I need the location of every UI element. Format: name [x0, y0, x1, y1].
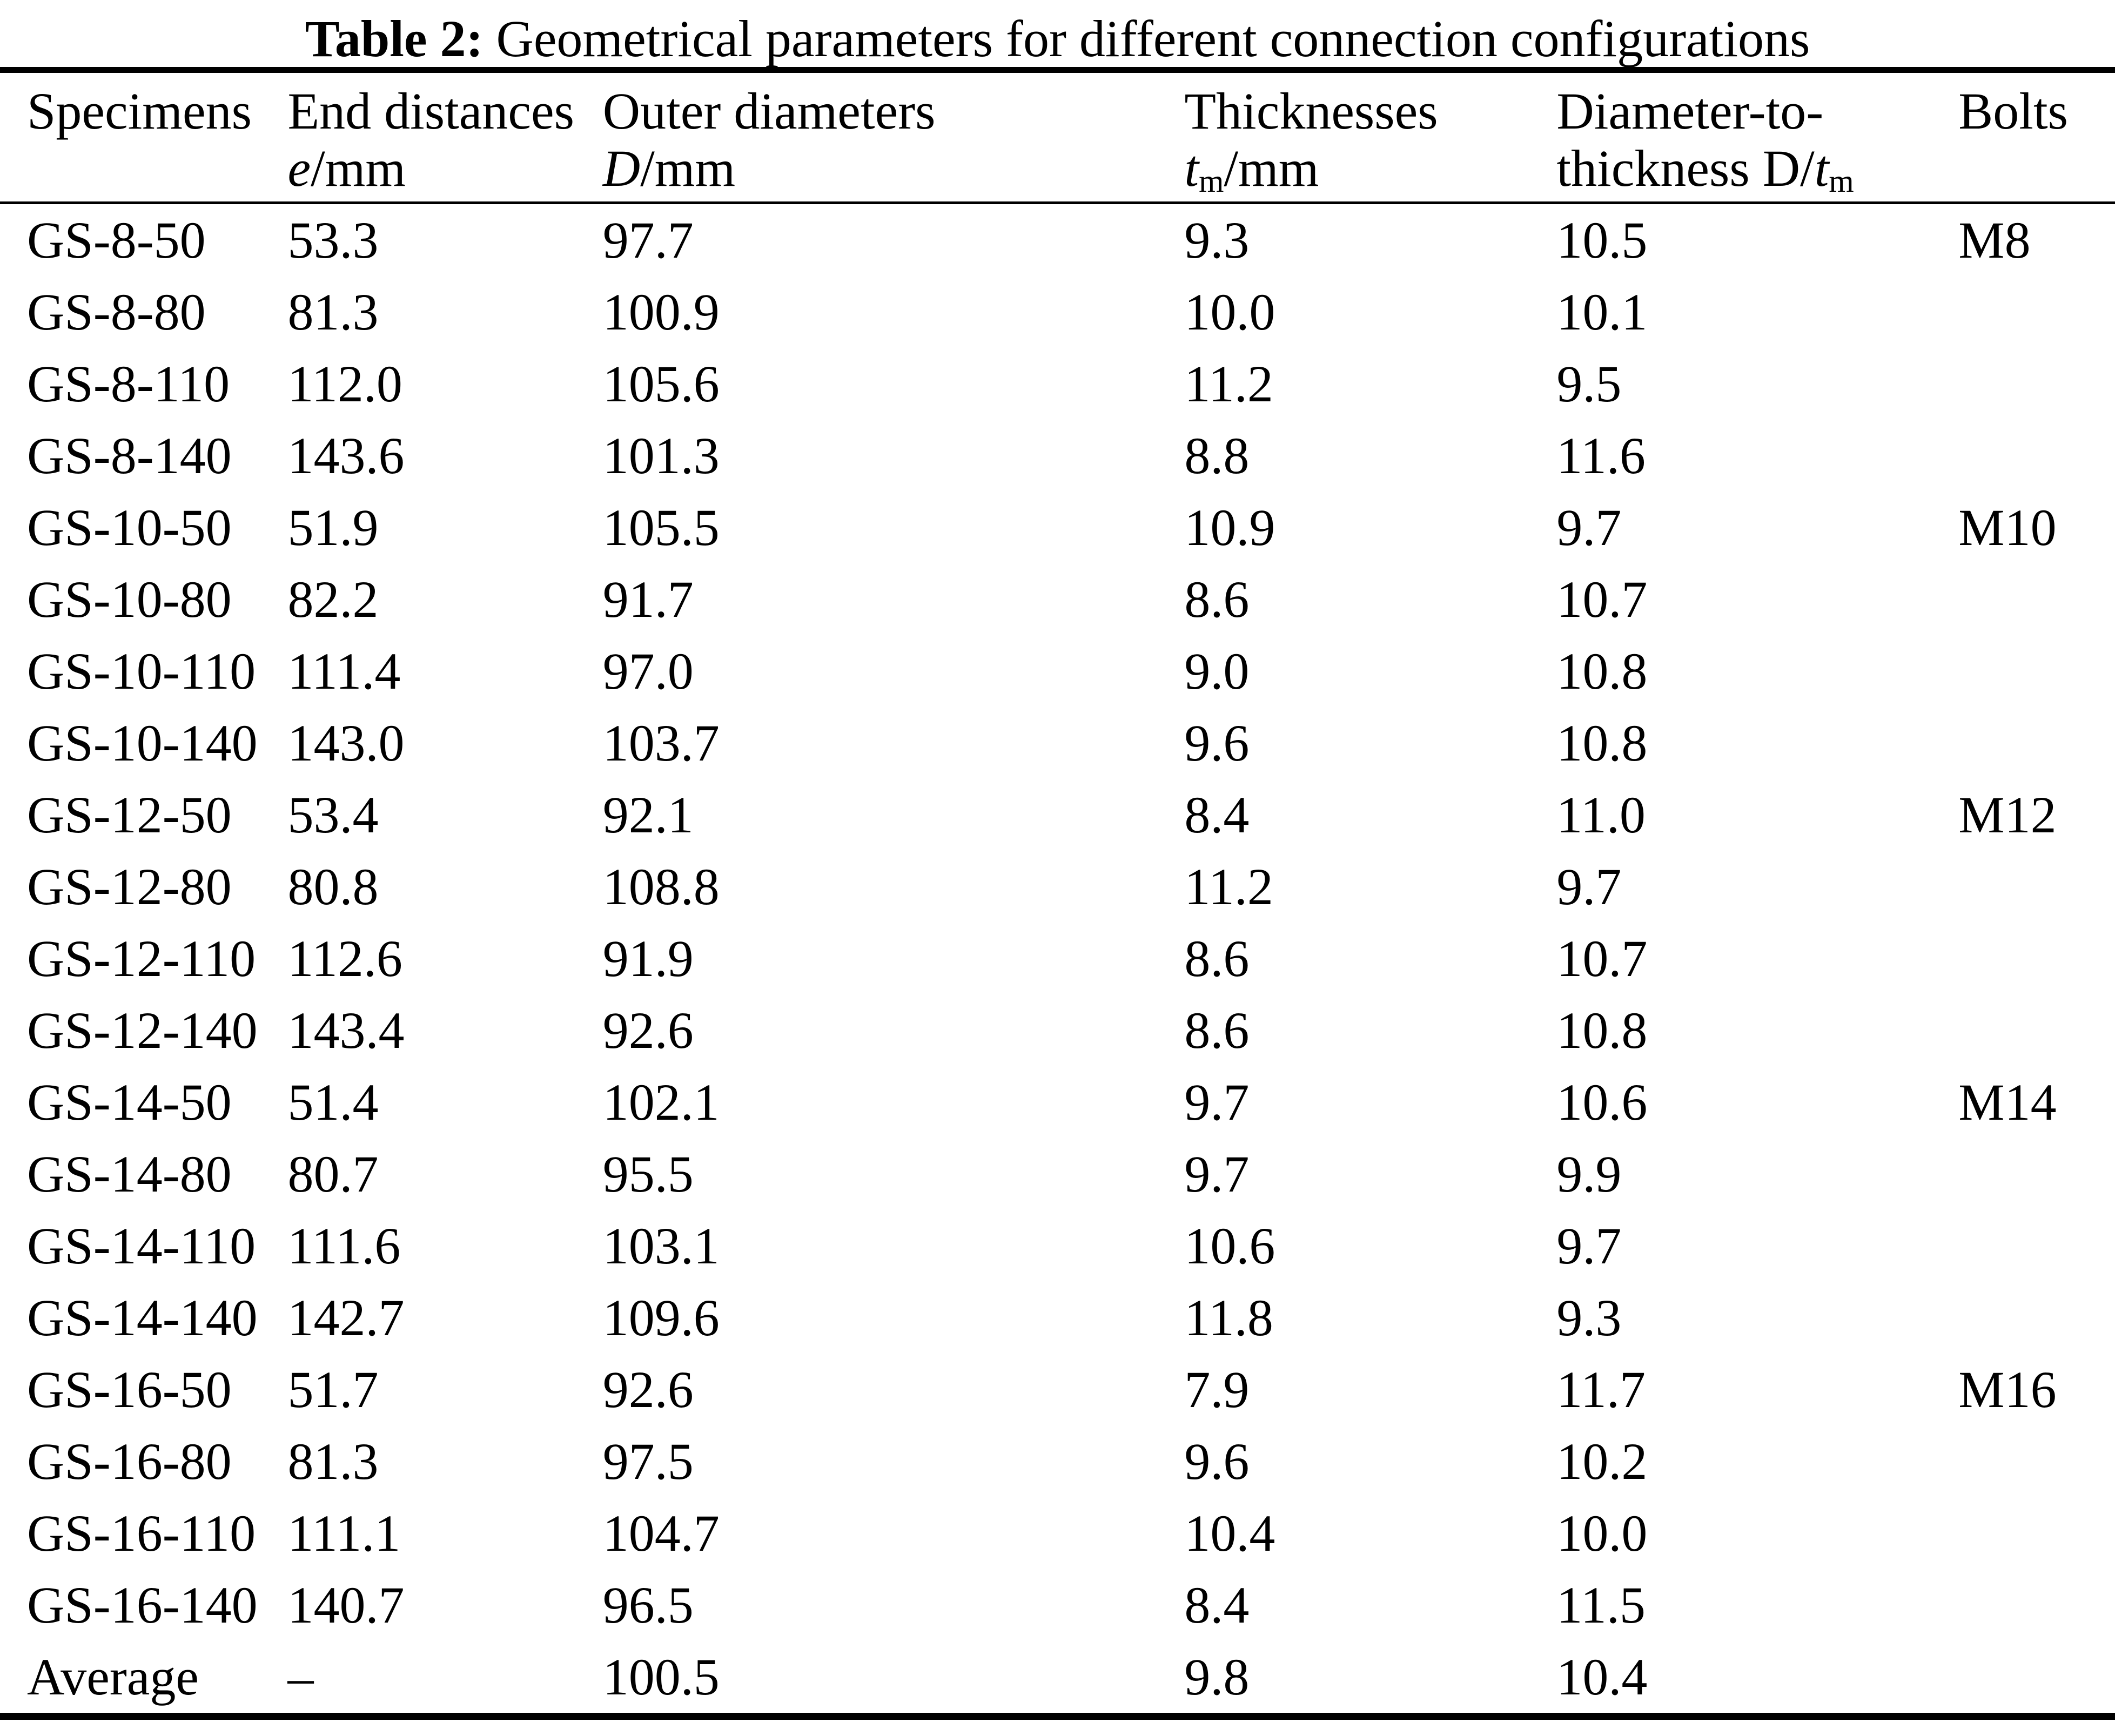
column-header-bolts — [1958, 70, 2115, 203]
header-line — [1958, 83, 2115, 140]
table-header — [0, 70, 2115, 203]
cell-bolts — [1958, 851, 2115, 923]
cell-outer-diameter: 97.0 — [602, 642, 694, 700]
cell-d-to-t: 10.8 — [1556, 642, 1648, 700]
table-row — [0, 1282, 2115, 1354]
cell-specimens: GS-8-140 — [27, 427, 232, 485]
cell-thickness: 9.3 — [1184, 211, 1250, 269]
cell-outer-diameter: 103.1 — [602, 1217, 720, 1275]
cell-end-distance: 81.3 — [287, 1432, 379, 1490]
table-row — [0, 635, 2115, 707]
table-row — [0, 1641, 2115, 1717]
cell-thickness: 9.7 — [1184, 1073, 1250, 1131]
cell-outer-diameter: 108.8 — [602, 858, 720, 916]
cell-specimens: GS-10-50 — [27, 499, 232, 556]
cell-thickness: 9.7 — [1184, 1145, 1250, 1203]
text-segment: Thicknesses — [1184, 82, 1438, 140]
text-segment: m — [1829, 163, 1854, 199]
cell-bolts: M12 — [1958, 786, 2057, 844]
table-row — [0, 203, 2115, 277]
cell-bolts: M16 — [1958, 1361, 2057, 1418]
cell-end-distance: 82.2 — [287, 570, 379, 628]
cell-end-distance: 111.4 — [287, 642, 401, 700]
table-body — [0, 203, 2115, 1717]
cell-thickness: 11.2 — [1184, 858, 1273, 916]
table-row — [0, 1066, 2115, 1138]
cell-d-to-t: 10.0 — [1556, 1504, 1648, 1562]
cell-outer-diameter: 105.6 — [602, 355, 720, 413]
text-segment: Specimens — [27, 82, 252, 140]
table-row — [0, 923, 2115, 994]
cell-outer-diameter: 101.3 — [602, 427, 720, 485]
cell-d-to-t: 10.7 — [1556, 930, 1648, 987]
cell-bolts — [1958, 1641, 2115, 1717]
cell-bolts — [1958, 1497, 2115, 1569]
table-row — [0, 779, 2115, 851]
column-header-end-distance — [287, 70, 602, 203]
cell-d-to-t: 11.5 — [1556, 1576, 1646, 1634]
cell-d-to-t: 10.7 — [1556, 570, 1648, 628]
cell-outer-diameter: 103.7 — [602, 714, 720, 772]
cell-d-to-t: 10.2 — [1556, 1432, 1648, 1490]
cell-d-to-t: 11.7 — [1556, 1361, 1646, 1418]
table-row — [0, 851, 2115, 923]
cell-end-distance: 112.6 — [287, 930, 402, 987]
cell-specimens: GS-12-110 — [27, 930, 256, 987]
cell-d-to-t: 10.4 — [1556, 1648, 1648, 1706]
text-segment: e — [287, 139, 311, 197]
cell-thickness: 8.8 — [1184, 427, 1250, 485]
caption-text: Geometrical parameters for different connection configurations — [483, 10, 1810, 68]
table-row — [0, 1497, 2115, 1569]
cell-outer-diameter: 96.5 — [602, 1576, 694, 1634]
cell-specimens: GS-12-50 — [27, 786, 232, 844]
text-segment: /mm — [1224, 139, 1319, 197]
text-segment: End distances — [287, 82, 574, 140]
cell-end-distance: 111.6 — [287, 1217, 401, 1275]
cell-specimens: GS-14-140 — [27, 1289, 258, 1347]
text-segment: D — [602, 139, 641, 197]
cell-bolts — [1958, 1569, 2115, 1641]
header-line — [603, 83, 1185, 140]
cell-outer-diameter: 91.9 — [602, 930, 694, 987]
cell-thickness: 8.4 — [1184, 786, 1250, 844]
cell-bolts — [1958, 635, 2115, 707]
cell-bolts — [1958, 1210, 2115, 1282]
cell-specimens: GS-8-80 — [27, 283, 206, 341]
table-row — [0, 707, 2115, 779]
cell-thickness: 9.6 — [1184, 714, 1250, 772]
cell-specimens: GS-12-80 — [27, 858, 232, 916]
cell-specimens: GS-12-140 — [27, 1001, 258, 1059]
cell-bolts — [1958, 923, 2115, 994]
cell-specimens: GS-14-50 — [27, 1073, 232, 1131]
cell-d-to-t: 9.5 — [1556, 355, 1622, 413]
cell-d-to-t: 10.8 — [1556, 1001, 1648, 1059]
cell-bolts: M10 — [1958, 499, 2057, 556]
cell-outer-diameter: 109.6 — [602, 1289, 720, 1347]
cell-outer-diameter: 100.5 — [602, 1648, 720, 1706]
cell-specimens: GS-8-110 — [27, 355, 230, 413]
cell-specimens: GS-16-80 — [27, 1432, 232, 1490]
text-segment: t — [1814, 139, 1829, 197]
cell-thickness: 7.9 — [1184, 1361, 1250, 1418]
cell-end-distance: 53.3 — [287, 211, 379, 269]
cell-bolts — [1958, 420, 2115, 492]
text-segment: /mm — [311, 139, 406, 197]
column-header-thickness — [1184, 70, 1556, 203]
cell-end-distance: 112.0 — [287, 355, 402, 413]
table-row — [0, 994, 2115, 1066]
cell-end-distance: 143.6 — [287, 427, 405, 485]
geometry-parameters-table — [0, 67, 2115, 1720]
table-row — [0, 1210, 2115, 1282]
cell-bolts — [1958, 348, 2115, 420]
cell-thickness: 10.4 — [1184, 1504, 1275, 1562]
cell-bolts — [1958, 707, 2115, 779]
text-segment: m — [1199, 163, 1224, 199]
cell-end-distance: 140.7 — [287, 1576, 405, 1634]
cell-d-to-t: 10.6 — [1556, 1073, 1648, 1131]
cell-outer-diameter: 97.5 — [602, 1432, 694, 1490]
table-row — [0, 420, 2115, 492]
cell-thickness: 9.6 — [1184, 1432, 1250, 1490]
cell-end-distance: 142.7 — [287, 1289, 405, 1347]
cell-d-to-t: 9.7 — [1556, 858, 1622, 916]
cell-end-distance: 143.0 — [287, 714, 405, 772]
cell-outer-diameter: 102.1 — [602, 1073, 720, 1131]
table-row — [0, 1569, 2115, 1641]
cell-bolts: M8 — [1958, 211, 2031, 269]
cell-outer-diameter: 95.5 — [602, 1145, 694, 1203]
cell-thickness: 8.6 — [1184, 930, 1250, 987]
column-header-outer-diameter — [603, 70, 1185, 203]
cell-end-distance: 80.7 — [287, 1145, 379, 1203]
cell-specimens: GS-14-110 — [27, 1217, 256, 1275]
header-line — [287, 140, 602, 197]
text-segment: t — [1184, 139, 1199, 197]
cell-d-to-t: 11.6 — [1556, 427, 1646, 485]
column-header-d-to-t — [1556, 70, 1958, 203]
cell-outer-diameter: 104.7 — [602, 1504, 720, 1562]
header-line — [1556, 140, 1958, 197]
cell-specimens: GS-10-80 — [27, 570, 232, 628]
header-line — [1184, 140, 1556, 197]
table-row — [0, 348, 2115, 420]
cell-d-to-t: 9.3 — [1556, 1289, 1622, 1347]
cell-thickness: 8.4 — [1184, 1576, 1250, 1634]
cell-end-distance: 111.1 — [287, 1504, 401, 1562]
cell-bolts — [1958, 276, 2115, 348]
text-segment: Bolts — [1958, 82, 2068, 140]
table-row — [0, 492, 2115, 563]
cell-specimens: GS-16-50 — [27, 1361, 232, 1418]
cell-outer-diameter: 92.6 — [602, 1361, 694, 1418]
cell-end-distance: 51.7 — [287, 1361, 379, 1418]
cell-thickness: 8.6 — [1184, 570, 1250, 628]
cell-specimens: GS-10-110 — [27, 642, 256, 700]
cell-bolts — [1958, 563, 2115, 635]
cell-d-to-t: 9.7 — [1556, 1217, 1622, 1275]
cell-thickness: 10.0 — [1184, 283, 1275, 341]
cell-thickness: 10.9 — [1184, 499, 1275, 556]
header-line — [1556, 83, 1958, 140]
header-line — [287, 83, 602, 140]
cell-thickness: 8.6 — [1184, 1001, 1250, 1059]
cell-specimens: GS-16-110 — [27, 1504, 256, 1562]
cell-thickness: 9.8 — [1184, 1648, 1250, 1706]
cell-d-to-t: 10.5 — [1556, 211, 1648, 269]
header-line — [27, 83, 287, 140]
cell-outer-diameter: 105.5 — [602, 499, 720, 556]
header-line — [1184, 83, 1556, 140]
cell-thickness: 10.6 — [1184, 1217, 1275, 1275]
cell-bolts: M14 — [1958, 1073, 2057, 1131]
cell-bolts — [1958, 1282, 2115, 1354]
cell-bolts — [1958, 1138, 2115, 1210]
table-row — [0, 563, 2115, 635]
cell-thickness: 9.0 — [1184, 642, 1250, 700]
text-segment: thickness D/ — [1556, 139, 1815, 197]
header-row — [0, 70, 2115, 203]
cell-end-distance: 143.4 — [287, 1001, 405, 1059]
cell-bolts — [1958, 994, 2115, 1066]
cell-end-distance: 81.3 — [287, 283, 379, 341]
caption-label: Table 2: — [305, 10, 484, 68]
text-segment: Diameter-to- — [1556, 82, 1824, 140]
cell-specimens: GS-8-50 — [27, 211, 206, 269]
column-header-specimens — [0, 70, 287, 203]
cell-d-to-t: 10.8 — [1556, 714, 1648, 772]
cell-outer-diameter: 91.7 — [602, 570, 694, 628]
cell-end-distance: 51.4 — [287, 1073, 379, 1131]
table-row — [0, 1138, 2115, 1210]
cell-thickness: 11.2 — [1184, 355, 1273, 413]
cell-d-to-t: 9.7 — [1556, 499, 1622, 556]
cell-end-distance: 53.4 — [287, 786, 379, 844]
cell-d-to-t: 9.9 — [1556, 1145, 1622, 1203]
table-row — [0, 276, 2115, 348]
table-row — [0, 1425, 2115, 1497]
cell-end-distance: 51.9 — [287, 499, 379, 556]
cell-specimens: GS-16-140 — [27, 1576, 258, 1634]
cell-d-to-t: 11.0 — [1556, 786, 1646, 844]
cell-bolts — [1958, 1425, 2115, 1497]
cell-end-distance: – — [287, 1648, 314, 1706]
table-caption — [0, 0, 2115, 67]
cell-d-to-t: 10.1 — [1556, 283, 1648, 341]
text-segment: /mm — [640, 139, 736, 197]
header-line — [603, 140, 1185, 197]
cell-end-distance: 80.8 — [287, 858, 379, 916]
table-row — [0, 1354, 2115, 1425]
cell-outer-diameter: 92.1 — [602, 786, 694, 844]
cell-specimens: Average — [27, 1648, 199, 1706]
cell-thickness: 11.8 — [1184, 1289, 1273, 1347]
cell-outer-diameter: 92.6 — [602, 1001, 694, 1059]
cell-specimens: GS-10-140 — [27, 714, 258, 772]
text-segment: Outer diameters — [602, 82, 936, 140]
cell-outer-diameter: 97.7 — [602, 211, 694, 269]
cell-specimens: GS-14-80 — [27, 1145, 232, 1203]
cell-outer-diameter: 100.9 — [602, 283, 720, 341]
